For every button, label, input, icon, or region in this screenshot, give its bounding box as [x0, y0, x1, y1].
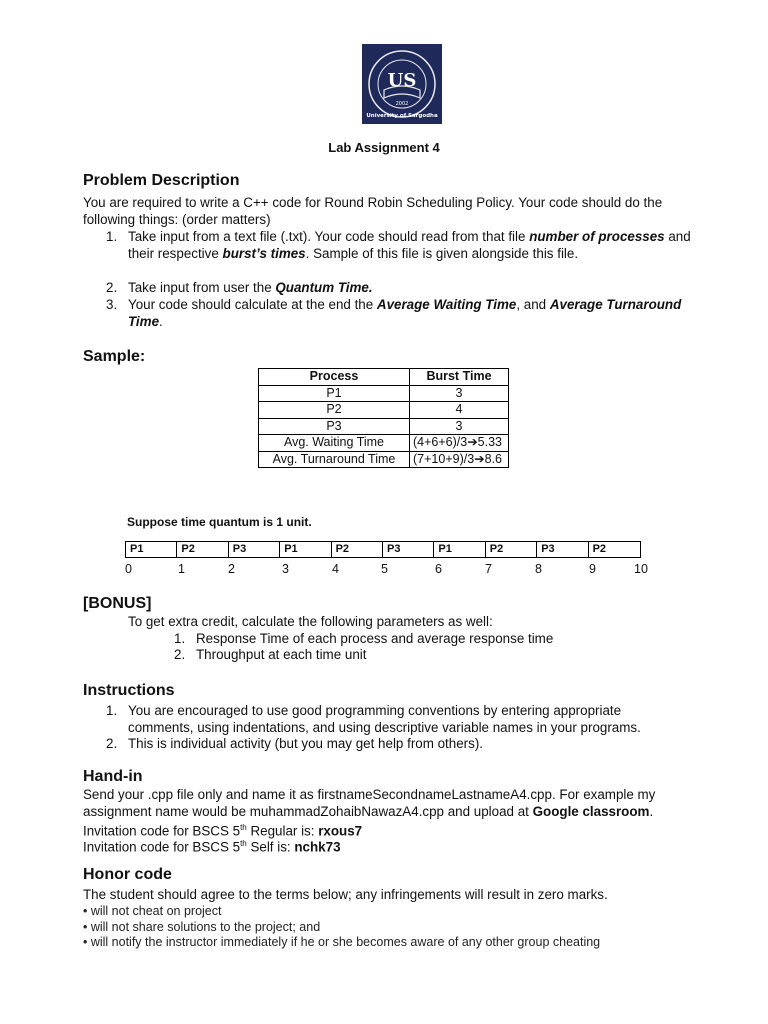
honor-bullet: • will not cheat on project — [83, 904, 222, 918]
sample-heading: Sample: — [83, 348, 146, 365]
gantt-tick-label: 1 — [178, 562, 185, 576]
problem-item-3: 3. Your code should calculate at the end the Average Waiting Time, and Average Turnaround Time. — [106, 297, 682, 329]
gantt-tick-label: 7 — [485, 562, 492, 576]
column-header: Process — [259, 369, 410, 386]
table-row — [259, 385, 509, 402]
logo-monogram: US — [387, 70, 417, 91]
gantt-chart — [125, 541, 641, 558]
honor-intro: The student should agree to the terms below; any infringements will result in zero marks. — [83, 887, 608, 902]
gantt-cell: P2 — [486, 542, 537, 557]
honor-bullet: • will notify the instructor immediately if he or she becomes aware of any other group cheating — [83, 935, 601, 949]
table-cell: 3 — [410, 418, 509, 435]
table-cell: 3 — [410, 385, 509, 402]
table-row — [259, 435, 509, 452]
problem-heading: Problem Description — [83, 172, 240, 189]
regular-invitation: Invitation code for BSCS 5th Regular is: rxous7 — [83, 823, 363, 839]
instructions-heading: Instructions — [83, 682, 175, 699]
handin-text: Send your .cpp file only and name it as firstnameSecondnameLastnameA4.cpp. For example my assignment name would be muhammadZohaibNawazA4.cpp and upload at Google classroom. — [83, 787, 656, 819]
bonus-intro: To get extra credit, calculate the following parameters as well: — [128, 614, 493, 629]
gantt-cell: P3 — [383, 542, 434, 557]
table-row — [259, 451, 509, 468]
gantt-tick-label: 2 — [228, 562, 235, 576]
problem-item-1: 1. Take input from a text file (.txt). Your code should read from that file number of processes and their respective burst’s times. Sample of this file is given alongside this file. — [106, 229, 691, 261]
table-cell: P1 — [259, 385, 410, 402]
table-cell: (4+6+6)/3➔5.33 — [410, 435, 509, 452]
gantt-cell: P2 — [592, 543, 607, 555]
table-row — [259, 418, 509, 435]
gantt-tick-label: 0 — [125, 562, 132, 576]
gantt-tick-label: 3 — [282, 562, 289, 576]
bonus-item-1: 1. Response Time of each process and average response time — [174, 631, 554, 646]
lab-title: Lab Assignment 4 — [328, 140, 440, 155]
gantt-tick-label: 8 — [535, 562, 542, 576]
gantt-cell: P2 — [332, 542, 383, 557]
logo-caption: University of Sargodha — [366, 113, 438, 119]
gantt-cell: P1 — [126, 542, 177, 557]
google-classroom-text: Google classroom — [532, 804, 650, 819]
honor-heading: Honor code — [83, 866, 172, 883]
handin-heading: Hand-in — [83, 768, 143, 785]
gantt-tick-label: 10 — [634, 562, 648, 576]
logo-year: 2002 — [395, 101, 409, 107]
table-cell: 4 — [410, 402, 509, 419]
table-cell: P3 — [259, 418, 410, 435]
gantt-tick-label: 6 — [435, 562, 442, 576]
quantum-caption: Suppose time quantum is 1 unit. — [127, 515, 312, 529]
problem-intro: You are required to write a C++ code for Round Robin Scheduling Policy. Your code should do the following things: (order matters) — [83, 195, 663, 227]
instructions-item-1: 1. You are encouraged to use good programming conventions by entering appropriate comments, using indentations, and using descriptive variable names in your programs. — [106, 703, 641, 735]
table-cell: Avg. Turnaround Time — [259, 451, 410, 468]
regular-code: rxous7 — [318, 823, 363, 839]
table-cell: (7+10+9)/3➔8.6 — [410, 451, 509, 468]
gantt-cell: P1 — [280, 542, 331, 557]
table-cell: Avg. Waiting Time — [259, 435, 410, 452]
gantt-tick-label: 9 — [589, 562, 596, 576]
gantt-tick-label: 4 — [332, 562, 339, 576]
bonus-item-2: 2. Throughput at each time unit — [174, 647, 367, 662]
table-row — [259, 402, 509, 419]
gantt-tick-label: 5 — [381, 562, 388, 576]
gantt-cell: P1 — [434, 542, 485, 557]
self-code: nchk73 — [294, 839, 341, 855]
column-header: Burst Time — [410, 369, 509, 386]
table-header-row — [259, 369, 509, 386]
table-cell: P2 — [259, 402, 410, 419]
self-invitation: Invitation code for BSCS 5th Self is: nchk73 — [83, 839, 341, 855]
university-logo — [362, 44, 442, 124]
sample-table — [258, 368, 509, 468]
problem-item-2: 2. Take input from user the Quantum Time. — [106, 280, 373, 295]
gantt-cell: P3 — [229, 542, 280, 557]
gantt-cell: P2 — [177, 542, 228, 557]
instructions-item-2: 2. This is individual activity (but you may get help from others). — [106, 736, 483, 751]
bonus-heading: [BONUS] — [83, 595, 152, 612]
gantt-cell: P3 — [537, 542, 588, 557]
honor-bullet: • will not share solutions to the project; and — [83, 920, 321, 934]
